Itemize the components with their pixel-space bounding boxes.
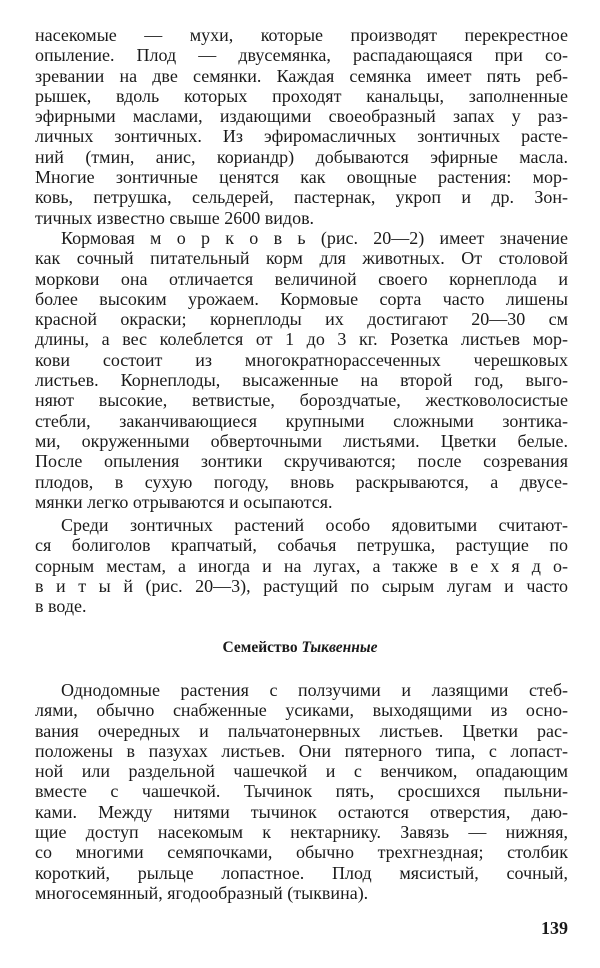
text-line: Кормовая м о р к о в ь (рис. 20—2) имеет значение [61,228,568,248]
text-line: стебли, заканчивающиеся крупными сложными зонтика- [35,410,568,431]
text-line: ной или раздельной чашечкой и с венчиком, опадающим [35,761,568,782]
text-line: ковь, петрушка, сельдерей, пастернак, укроп и др. Зон- [35,187,568,208]
paragraph-cucurbitaceae [35,680,568,903]
text-line: многосемянный, ягодообразный (тыквина). [35,882,369,903]
text-line: моркови она отличается величиной своего корнеплода и [35,268,568,289]
text-line: опыление. Плод — двусемянка, распадающаяся при со- [35,45,568,66]
text-line: Однодомные растения с ползучими и лазящими стеб- [61,680,568,700]
text-line: зревании на две семянки. Каждая семянка имеет пять реб- [35,65,568,86]
text-line: няют высокие, ветвистые, бороздчатые, жестковолосистые [35,390,568,411]
text-line: со многими семяпочками, обычно трехгнездная; столбик [35,842,568,863]
text-line: После опыления зонтики скручиваются; после созревания [35,451,568,472]
text-line: длины, а вес колеблется от 1 до 3 кг. Розетка листьев мор- [35,329,568,350]
paragraph-umbellifers-continued [35,25,568,228]
text-line: в и т ы й (рис. 20—3), растущий по сырым лугам и часто [35,575,568,596]
text-line: тичных известно свыше 2600 видов. [35,207,315,228]
text-line: ми, окруженными обверточными листьями. Цветки белые. [35,430,568,451]
heading-family-name: Тыквенные [301,639,378,656]
page-number: 139 [541,918,568,938]
text-line: вместе с чашечкой. Тычинок пять, сросшихся пыльни- [35,781,568,802]
text-line: как сочный питательный корм для животных. От столовой [35,248,568,269]
text-line: вания очередных и пальчатонервных листьев. Цветки рас- [35,720,568,741]
text-line: сорным местам, а иногда и на лугах, а также в е х я д о- [35,555,568,576]
text-line: листьев. Корнеплоды, высаженные на второй год, выго- [35,370,568,391]
heading-prefix: Семейство [222,639,298,656]
text-line: более высоким урожаем. Кормовые сорта часто лишены [35,288,568,309]
text-line: ний (тмин, анис, кориандр) добываются эфирные масла. [35,146,568,167]
text-line: рышек, вдоль которых проходят канальцы, заполненные [35,85,568,106]
text-line: щие доступ насекомым к нектарнику. Завязь — нижняя, [35,822,568,843]
text-line: красной окраски; корнеплоды их достигают 20—30 см [35,309,568,330]
text-line: эфирными маслами, издающими своеобразный запах у раз- [35,106,568,127]
text-line: насекомые — мухи, которые производят перекрестное [35,25,568,45]
paragraph-poisonous-umbellifers [35,515,568,616]
text-line: короткий, рыльце лопастное. Плод мясистый, сочный, [35,862,568,883]
text-line: ся болиголов крапчатый, собачья петрушка, растущие по [35,535,568,556]
text-line: Многие зонтичные ценятся как овощные растения: мор- [35,167,568,188]
text-line: плодов, в сухую погоду, вновь раскрываются, а двусе- [35,471,568,492]
text-line: положены в пазухах листьев. Они пятерного типа, с лопаст- [35,740,568,761]
text-line: кови состоит из многократнорассеченных черешковых [35,349,568,370]
paragraph-fodder-carrot [35,228,568,512]
text-line: личных зонтичных. Из эфиромасличных зонтичных расте- [35,126,568,147]
text-line: мянки легко отрываются и осыпаются. [35,491,333,512]
text-line: ками. Между нитями тычинок остаются отверстия, даю- [35,801,568,822]
text-line: лями, обычно снабженные усиками, выходящими из осно- [35,700,568,721]
text-line: Среди зонтичных растений особо ядовитыми считают- [61,515,568,535]
section-heading [0,638,600,658]
text-line: в воде. [35,596,87,617]
